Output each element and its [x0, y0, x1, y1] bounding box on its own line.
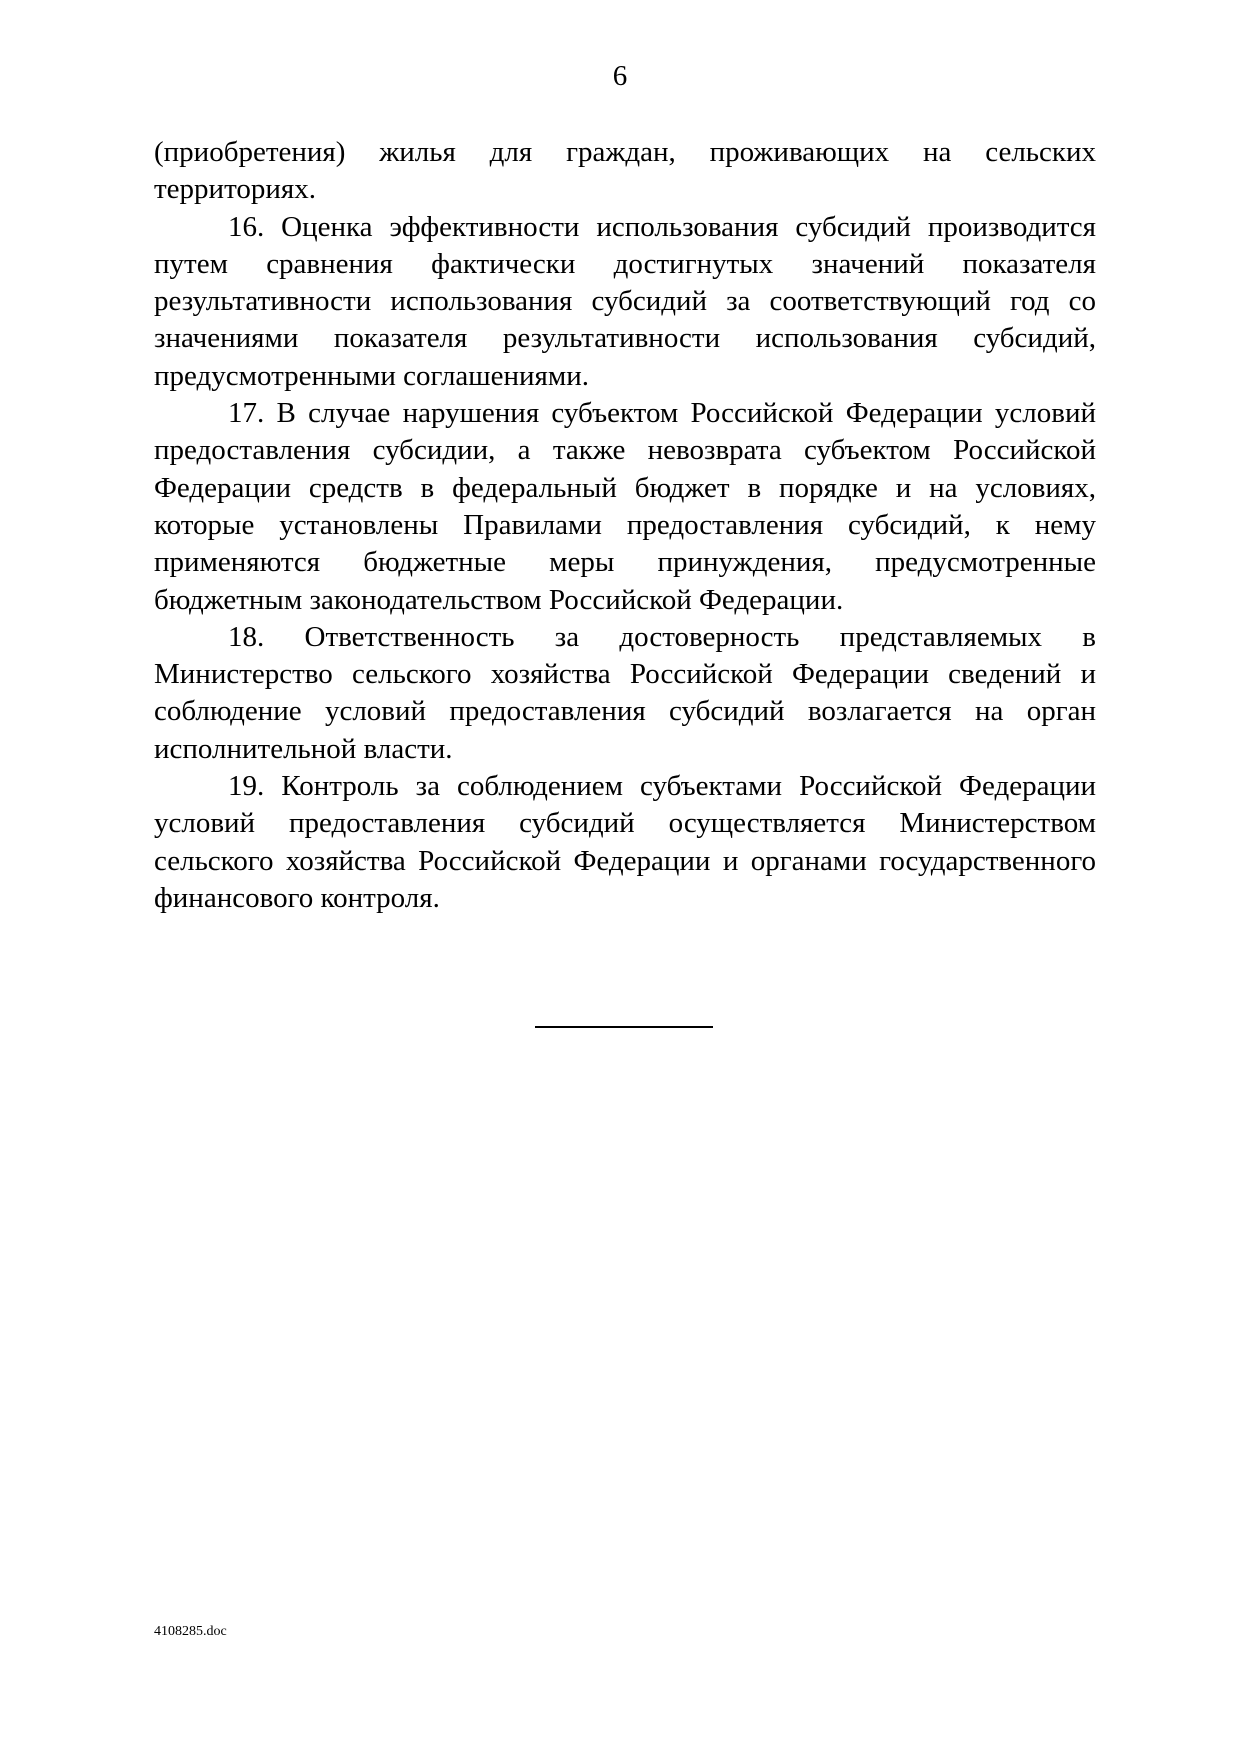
- page-number: 6: [612, 60, 628, 92]
- paragraph-16: 16. Оценка эффективности использования субсидий производится путем сравнения фактически достигнутых значений показателя результативности использования субсидий за соответствующий год со значениями показателя результативности использования субсидий, предусмотренными соглашениями.: [154, 210, 1096, 392]
- document-body: [154, 134, 1096, 917]
- paragraph-19: 19. Контроль за соблюдением субъектами Российской Федерации условий предоставления субсидий осуществляется Министерством сельского хозяйства Российской Федерации и органами государственного финансового контроля.: [154, 770, 1096, 914]
- paragraph-continuation: (приобретения) жилья для граждан, проживающих на сельских территориях.: [154, 136, 1096, 206]
- end-separator-line: [535, 1026, 713, 1028]
- paragraph-17: 17. В случае нарушения субъектом Российской Федерации условий предоставления субсидии, а также невозврата субъектом Российской Федерации средств в федеральный бюджет в порядке и на условиях, которые установлены Правилами предоставления субсидий, к нему применяются бюджетные меры принуждения, предусмотренные бюджетным законодательством Российской Федерации.: [154, 397, 1096, 616]
- document-code: 4108285.doc: [154, 1624, 227, 1639]
- paragraph-18: 18. Ответственность за достоверность представляемых в Министерство сельского хозяйства Российской Федерации сведений и соблюдение условий предоставления субсидий возлагается на орган исполнительной власти.: [154, 620, 1096, 765]
